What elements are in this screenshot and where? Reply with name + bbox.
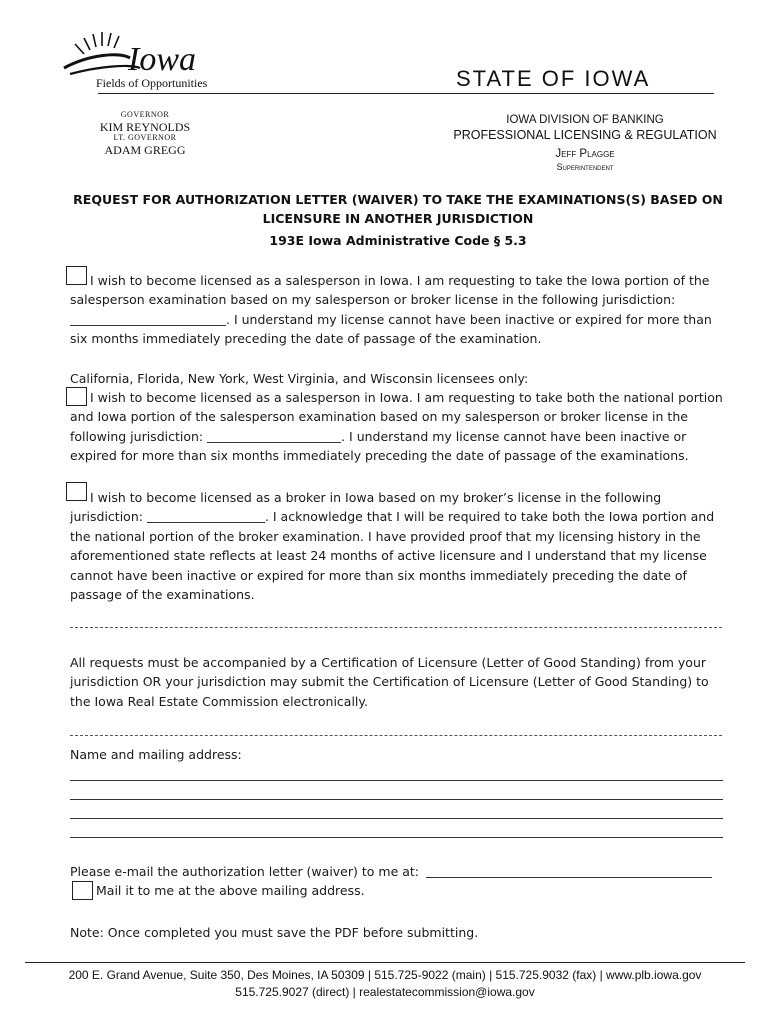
footer-divider (25, 962, 745, 963)
option2-text: I wish to become licensed as a salesperson in Iowa. I am requesting to take both the national portion and Iowa portion of the salesperson examination based on my salesperson or broker license in the following jurisdiction: . I understand my license cannot have been inactive or expired for more than six months immediately preceding the date of passage of the examinations. (70, 390, 723, 464)
header-divider (98, 93, 714, 94)
lt-governor-label: LT. GOVERNOR (113, 133, 177, 142)
governor-name: KIM REYNOLDS (99, 120, 191, 134)
mail-option-checkbox[interactable] (72, 881, 93, 900)
superintendent-name: Jeff Plagge (555, 148, 615, 160)
governor-label: GOVERNOR (120, 110, 170, 119)
form-code-reference: 193E Iowa Administrative Code § 5.3 (269, 233, 527, 248)
address-line-3[interactable] (70, 818, 723, 819)
option1-text: I wish to become licensed as a salesperson in Iowa. I am requesting to take the Iowa portion of the salesperson examination based on my salesperson or broker license in the following jurisdiction: . I understand my license cannot have been inactive or expired for more than six months immediately preceding the date of passage of the examination. (70, 273, 712, 347)
section-divider (70, 735, 722, 736)
option3-text: I wish to become licensed as a broker in Iowa based on my broker’s license in the following jurisdiction: . I acknowledge that I will be required to take both the Iowa portion and the national portion of the broker examination. I have provided proof that my licensing history in the aforementioned state reflects at least 24 months of active licensure and I understand that my license cannot have been inactive or expired for more than six months immediately preceding the date of passage of the examinations. (70, 490, 715, 603)
tagline: Fields of Opportunities (96, 76, 208, 90)
requirements-note: All requests must be accompanied by a Certification of Licensure (Letter of Good Standing) from your jurisdiction OR your jurisdiction may submit the Certification of Licensure (Letter of Good Standing) to the Iowa Real Estate Commission electronically. (70, 655, 709, 709)
option1-jurisdiction-field[interactable] (70, 325, 226, 326)
mail-option-label: Mail it to me at the above mailing address. (96, 883, 365, 898)
option2-intro: California, Florida, New York, West Virginia, and Wisconsin licensees only: (70, 371, 529, 386)
superintendent-title: Superintendent (556, 162, 614, 172)
footer-address: 200 E. Grand Avenue, Suite 350, Des Moines, IA 50309 | 515.725-9022 (main) | 515.725.9032 (fax) | www.plb.iowa.gov (68, 968, 702, 982)
footer-contact: 515.725.9027 (direct) | realestatecommission@iowa.gov (235, 985, 535, 999)
form-title-line1: REQUEST FOR AUTHORIZATION LETTER (WAIVER) TO TAKE THE EXAMINATIONS(S) BASED ON (73, 192, 723, 207)
division-subname: PROFESSIONAL LICENSING & REGULATION (453, 128, 717, 142)
email-label: Please e-mail the authorization letter (waiver) to me at: (70, 864, 419, 879)
save-note: Note: Once completed you must save the PDF before submitting. (70, 925, 479, 940)
address-line-4[interactable] (70, 837, 723, 838)
address-line-1[interactable] (70, 780, 723, 781)
section-divider (70, 627, 722, 628)
email-field[interactable] (426, 877, 712, 878)
name-address-label: Name and mailing address: (70, 747, 242, 762)
lt-governor-name: ADAM GREGG (104, 143, 186, 157)
state-title: STATE OF IOWA (456, 66, 651, 91)
form-title-line2: LICENSURE IN ANOTHER JURISDICTION (262, 211, 534, 226)
address-line-2[interactable] (70, 799, 723, 800)
division-name: IOWA DIVISION OF BANKING (506, 114, 664, 126)
option3-jurisdiction-field[interactable] (147, 522, 265, 523)
logo-wordmark: Iowa (128, 41, 196, 78)
option2-jurisdiction-field[interactable] (207, 442, 341, 443)
